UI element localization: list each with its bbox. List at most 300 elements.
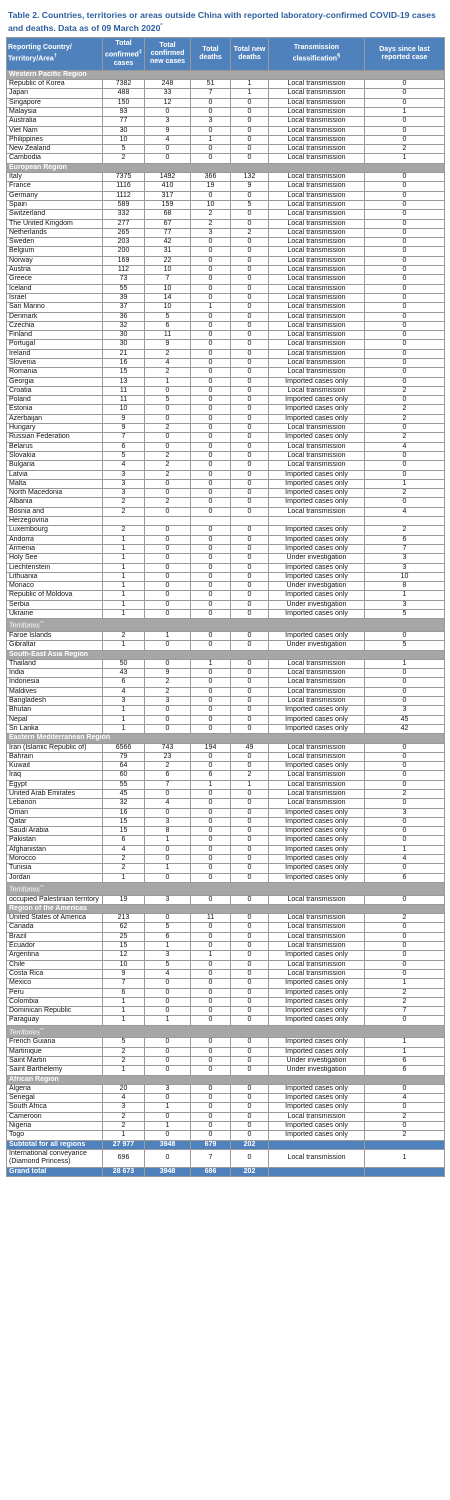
cell-total-deaths: 0 bbox=[191, 535, 231, 544]
header-days-since bbox=[365, 37, 445, 70]
cell-days-since: 10 bbox=[365, 572, 445, 581]
cell-days-since: 6 bbox=[365, 1066, 445, 1075]
cell-total-deaths: 0 bbox=[191, 1056, 231, 1065]
table-row bbox=[7, 191, 445, 200]
cell-country: Finland bbox=[7, 331, 103, 340]
table-row bbox=[7, 424, 445, 433]
cell-days-since: 0 bbox=[365, 932, 445, 941]
header-label: Total confirmed bbox=[104, 39, 139, 59]
cell-total-cases: 10 bbox=[103, 405, 145, 414]
cell-days-since: 8 bbox=[365, 582, 445, 591]
cell-total-deaths: 1 bbox=[191, 135, 231, 144]
cell-transmission: Under investigation bbox=[269, 641, 365, 650]
cell-total-deaths: 0 bbox=[191, 789, 231, 798]
cell-total-deaths: 0 bbox=[191, 312, 231, 321]
cell-country: Algeria bbox=[7, 1084, 103, 1093]
cell-transmission: Imported cases only bbox=[269, 1094, 365, 1103]
cell-total-deaths: 366 bbox=[191, 173, 231, 182]
cell-new-cases: 0 bbox=[145, 563, 191, 572]
cell-total-deaths: 0 bbox=[191, 498, 231, 507]
cell-days-since: 0 bbox=[365, 424, 445, 433]
cell-new-deaths: 1 bbox=[231, 80, 269, 89]
cell-total-deaths: 2 bbox=[191, 219, 231, 228]
cell-new-deaths: 0 bbox=[231, 799, 269, 808]
cell-total-cases: 7375 bbox=[103, 173, 145, 182]
cell-new-cases: 0 bbox=[145, 582, 191, 591]
cell-new-deaths: 0 bbox=[231, 895, 269, 904]
table-row bbox=[7, 1094, 445, 1103]
cell-country: Colombia bbox=[7, 997, 103, 1006]
cell-transmission: Local transmission bbox=[269, 219, 365, 228]
table-row bbox=[7, 914, 445, 923]
cell-total-cases: 16 bbox=[103, 359, 145, 368]
cell-country: Serbia bbox=[7, 600, 103, 609]
cell-days-since: 0 bbox=[365, 743, 445, 752]
cell-total-cases: 3 bbox=[103, 479, 145, 488]
table-row bbox=[7, 479, 445, 488]
cell-new-cases: 2 bbox=[145, 349, 191, 358]
cell-total-deaths: 0 bbox=[191, 960, 231, 969]
cell-total-deaths: 0 bbox=[191, 489, 231, 498]
cell-total-deaths: 0 bbox=[191, 988, 231, 997]
cell-days-since: 3 bbox=[365, 600, 445, 609]
cell-transmission: Under investigation bbox=[269, 600, 365, 609]
cell-total-deaths: 0 bbox=[191, 923, 231, 932]
cell-country: Bahrain bbox=[7, 752, 103, 761]
cell-new-cases: 77 bbox=[145, 228, 191, 237]
cell-new-cases: 10 bbox=[145, 266, 191, 275]
cell-new-cases: 410 bbox=[145, 182, 191, 191]
cell-new-deaths: 0 bbox=[231, 1122, 269, 1131]
cell-transmission: Local transmission bbox=[269, 210, 365, 219]
cell-country: India bbox=[7, 669, 103, 678]
cell-country: International conveyance (Diamond Princess) bbox=[7, 1149, 103, 1167]
cell-total-cases: 37 bbox=[103, 303, 145, 312]
cell-total-cases: 2 bbox=[103, 526, 145, 535]
cell-transmission: Imported cases only bbox=[269, 1047, 365, 1056]
cell-days-since: 6 bbox=[365, 1056, 445, 1065]
table-row bbox=[7, 697, 445, 706]
cell-country: Belarus bbox=[7, 442, 103, 451]
table-row bbox=[7, 678, 445, 687]
table-row bbox=[7, 563, 445, 572]
cell-days-since: 3 bbox=[365, 706, 445, 715]
cell-total-deaths: 0 bbox=[191, 762, 231, 771]
cell-transmission: Imported cases only bbox=[269, 377, 365, 386]
cell-total-cases: 696 bbox=[103, 1149, 145, 1167]
cell-days-since: 0 bbox=[365, 349, 445, 358]
cell-days-since: 2 bbox=[365, 1131, 445, 1140]
table-row bbox=[7, 979, 445, 988]
cell-new-deaths: 0 bbox=[231, 817, 269, 826]
table-row bbox=[7, 535, 445, 544]
cell-total-cases: 7382 bbox=[103, 80, 145, 89]
header-label: Transmission classification bbox=[292, 43, 340, 63]
cell-days-since: 0 bbox=[365, 368, 445, 377]
cell-total-deaths: 0 bbox=[191, 799, 231, 808]
cell-total-deaths: 0 bbox=[191, 600, 231, 609]
cell-total-deaths: 0 bbox=[191, 98, 231, 107]
cell-transmission: Imported cases only bbox=[269, 715, 365, 724]
cell-total-deaths: 1 bbox=[191, 780, 231, 789]
cell-transmission: Imported cases only bbox=[269, 864, 365, 873]
cell-new-deaths: 2 bbox=[231, 228, 269, 237]
table-row bbox=[7, 303, 445, 312]
cell-country: Saudi Arabia bbox=[7, 827, 103, 836]
cell-new-deaths: 0 bbox=[231, 535, 269, 544]
table-row bbox=[7, 442, 445, 451]
cell-new-cases: 0 bbox=[145, 544, 191, 553]
cell-days-since: 0 bbox=[365, 951, 445, 960]
cell-new-cases: 33 bbox=[145, 89, 191, 98]
cell-new-cases: 5 bbox=[145, 312, 191, 321]
region-row bbox=[7, 163, 445, 172]
cell-total-cases: 277 bbox=[103, 219, 145, 228]
cell-total-deaths: 0 bbox=[191, 1122, 231, 1131]
cell-transmission: Local transmission bbox=[269, 89, 365, 98]
cell-new-cases: 10 bbox=[145, 303, 191, 312]
cell-total-cases: 6 bbox=[103, 836, 145, 845]
cell-country: Norway bbox=[7, 256, 103, 265]
cell-total-cases: 45 bbox=[103, 789, 145, 798]
cell-days-since: 7 bbox=[365, 544, 445, 553]
cell-days-since: 4 bbox=[365, 1094, 445, 1103]
cell-new-cases: 67 bbox=[145, 219, 191, 228]
cell-transmission: Imported cases only bbox=[269, 414, 365, 423]
table-row bbox=[7, 752, 445, 761]
cell-total-cases: 1 bbox=[103, 572, 145, 581]
cell-new-deaths: 0 bbox=[231, 1131, 269, 1140]
cell-new-cases: 9 bbox=[145, 126, 191, 135]
table-row bbox=[7, 960, 445, 969]
table-row bbox=[7, 1103, 445, 1112]
cell-total-deaths: 0 bbox=[191, 405, 231, 414]
label-text: Territories bbox=[9, 886, 40, 894]
cell-total-deaths: 0 bbox=[191, 544, 231, 553]
cell-transmission: Imported cases only bbox=[269, 1007, 365, 1016]
region-label bbox=[7, 1075, 445, 1084]
table-row bbox=[7, 641, 445, 650]
table-row bbox=[7, 1149, 445, 1167]
cell-total-deaths: 0 bbox=[191, 1131, 231, 1140]
cell-days-since: 1 bbox=[365, 154, 445, 163]
cell-transmission: Local transmission bbox=[269, 359, 365, 368]
table-row bbox=[7, 526, 445, 535]
cell-total-cases: 3 bbox=[103, 489, 145, 498]
cell-new-cases: 0 bbox=[145, 507, 191, 516]
cell-days-since: 2 bbox=[365, 1112, 445, 1121]
cell-country: Azerbaijan bbox=[7, 414, 103, 423]
cell-transmission: Local transmission bbox=[269, 451, 365, 460]
cell-transmission: Local transmission bbox=[269, 266, 365, 275]
cell-country: Lebanon bbox=[7, 799, 103, 808]
region-label bbox=[7, 70, 445, 79]
cell-transmission: Local transmission bbox=[269, 780, 365, 789]
cell-new-cases: 0 bbox=[145, 1131, 191, 1140]
cell-new-deaths: 0 bbox=[231, 697, 269, 706]
cell-total-cases: 5 bbox=[103, 451, 145, 460]
cell-days-since: 0 bbox=[365, 451, 445, 460]
cell-days-since: 1 bbox=[365, 107, 445, 116]
cell-transmission: Local transmission bbox=[269, 312, 365, 321]
cell-transmission: Imported cases only bbox=[269, 498, 365, 507]
cell-total-deaths: 0 bbox=[191, 340, 231, 349]
table-row bbox=[7, 808, 445, 817]
cell-total-cases: 30 bbox=[103, 340, 145, 349]
cell-total-deaths: 0 bbox=[191, 610, 231, 619]
cell-new-cases: 0 bbox=[145, 554, 191, 563]
cell-country: Oman bbox=[7, 808, 103, 817]
cell-new-cases: 0 bbox=[145, 414, 191, 423]
cell-total-deaths: 11 bbox=[191, 914, 231, 923]
cell-transmission: Local transmission bbox=[269, 507, 365, 516]
cell-total-cases: 2 bbox=[103, 631, 145, 640]
cell-country: Chile bbox=[7, 960, 103, 969]
cell-total-deaths: 0 bbox=[191, 396, 231, 405]
cell-total-cases: 2 bbox=[103, 1112, 145, 1121]
cell-country: Netherlands bbox=[7, 228, 103, 237]
cell-new-deaths: 0 bbox=[231, 414, 269, 423]
cell-total-deaths: 0 bbox=[191, 1066, 231, 1075]
cell-total-deaths: 0 bbox=[191, 724, 231, 733]
cell-new-deaths: 0 bbox=[231, 873, 269, 882]
cell-transmission: Imported cases only bbox=[269, 489, 365, 498]
cell-total-deaths: 0 bbox=[191, 979, 231, 988]
cell-country: Qatar bbox=[7, 817, 103, 826]
cell-transmission: Imported cases only bbox=[269, 1016, 365, 1025]
cell-transmission: Under investigation bbox=[269, 1056, 365, 1065]
header-new-cases bbox=[145, 37, 191, 70]
cell-days-since: 1 bbox=[365, 659, 445, 668]
cell-transmission: Local transmission bbox=[269, 135, 365, 144]
table-row bbox=[7, 789, 445, 798]
cell-total-deaths bbox=[191, 517, 231, 526]
table-row bbox=[7, 461, 445, 470]
cell-new-deaths: 202 bbox=[231, 1140, 269, 1149]
cell-new-deaths: 0 bbox=[231, 331, 269, 340]
cell-country: Armenia bbox=[7, 544, 103, 553]
cell-country: Viet Nam bbox=[7, 126, 103, 135]
cell-country: Iraq bbox=[7, 771, 103, 780]
cell-country: Portugal bbox=[7, 340, 103, 349]
cell-total-cases: 25 bbox=[103, 932, 145, 941]
cell-total-deaths: 0 bbox=[191, 817, 231, 826]
cell-total-deaths: 0 bbox=[191, 107, 231, 116]
table-row bbox=[7, 321, 445, 330]
table-row bbox=[7, 284, 445, 293]
cell-total-deaths: 0 bbox=[191, 284, 231, 293]
cell-total-cases: 1 bbox=[103, 1066, 145, 1075]
table-row bbox=[7, 799, 445, 808]
cell-new-cases: 42 bbox=[145, 238, 191, 247]
cell-total-deaths: 0 bbox=[191, 631, 231, 640]
table-row bbox=[7, 780, 445, 789]
cell-new-deaths: 0 bbox=[231, 210, 269, 219]
table-row bbox=[7, 855, 445, 864]
cell-days-since: 0 bbox=[365, 98, 445, 107]
cell-new-cases: 3948 bbox=[145, 1140, 191, 1149]
cell-new-cases: 11 bbox=[145, 331, 191, 340]
cell-new-deaths: 0 bbox=[231, 932, 269, 941]
table-row bbox=[7, 433, 445, 442]
cell-transmission: Imported cases only bbox=[269, 572, 365, 581]
cell-country: Bosnia and bbox=[7, 507, 103, 516]
table-row bbox=[7, 923, 445, 932]
cell-days-since: 42 bbox=[365, 724, 445, 733]
covid-cases-table bbox=[6, 37, 445, 1177]
cell-new-deaths: 0 bbox=[231, 1016, 269, 1025]
cell-total-deaths: 0 bbox=[191, 836, 231, 845]
table-row bbox=[7, 89, 445, 98]
cell-total-cases: 6566 bbox=[103, 743, 145, 752]
cell-country: Latvia bbox=[7, 470, 103, 479]
cell-new-deaths: 0 bbox=[231, 678, 269, 687]
cell-transmission: Imported cases only bbox=[269, 470, 365, 479]
cell-total-deaths: 0 bbox=[191, 191, 231, 200]
cell-transmission: Imported cases only bbox=[269, 951, 365, 960]
cell-total-cases: 1 bbox=[103, 873, 145, 882]
cell-transmission: Local transmission bbox=[269, 960, 365, 969]
caption-footnote-mark: * bbox=[160, 23, 163, 29]
cell-transmission: Local transmission bbox=[269, 442, 365, 451]
cell-days-since: 0 bbox=[365, 256, 445, 265]
cell-new-cases: 0 bbox=[145, 855, 191, 864]
cell-total-cases: 9 bbox=[103, 424, 145, 433]
cell-transmission: Imported cases only bbox=[269, 836, 365, 845]
cell-days-since: 2 bbox=[365, 489, 445, 498]
cell-days-since: 2 bbox=[365, 914, 445, 923]
cell-country: Denmark bbox=[7, 312, 103, 321]
cell-days-since: 0 bbox=[365, 1122, 445, 1131]
cell-new-cases: 1 bbox=[145, 1103, 191, 1112]
cell-new-deaths: 0 bbox=[231, 293, 269, 302]
header-total-cases bbox=[103, 37, 145, 70]
cell-new-deaths: 0 bbox=[231, 641, 269, 650]
cell-new-cases: 1 bbox=[145, 836, 191, 845]
cell-total-cases: 93 bbox=[103, 107, 145, 116]
region-label bbox=[7, 650, 445, 659]
cell-new-deaths: 5 bbox=[231, 200, 269, 209]
cell-total-deaths: 0 bbox=[191, 752, 231, 761]
table-row bbox=[7, 293, 445, 302]
cell-days-since: 0 bbox=[365, 669, 445, 678]
cell-country: Maldives bbox=[7, 687, 103, 696]
cell-total-deaths: 7 bbox=[191, 1149, 231, 1167]
cell-transmission: Local transmission bbox=[269, 117, 365, 126]
cell-transmission: Local transmission bbox=[269, 1149, 365, 1167]
cell-new-deaths: 49 bbox=[231, 743, 269, 752]
table-row bbox=[7, 154, 445, 163]
header-label: cases bbox=[113, 59, 134, 67]
cell-new-cases: 1 bbox=[145, 1122, 191, 1131]
cell-total-deaths: 10 bbox=[191, 200, 231, 209]
cell-transmission: Imported cases only bbox=[269, 845, 365, 854]
cell-new-cases: 0 bbox=[145, 535, 191, 544]
cell-total-cases: 30 bbox=[103, 331, 145, 340]
cell-transmission: Under investigation bbox=[269, 554, 365, 563]
cell-transmission: Local transmission bbox=[269, 228, 365, 237]
cell-total-deaths: 19 bbox=[191, 182, 231, 191]
cell-total-deaths: 0 bbox=[191, 414, 231, 423]
cell-total-deaths: 0 bbox=[191, 942, 231, 951]
cell-new-deaths: 0 bbox=[231, 827, 269, 836]
cell-transmission: Local transmission bbox=[269, 914, 365, 923]
cell-new-cases: 0 bbox=[145, 1056, 191, 1065]
cell-days-since: 0 bbox=[365, 969, 445, 978]
cell-transmission: Local transmission bbox=[269, 687, 365, 696]
table-row bbox=[7, 451, 445, 460]
cell-transmission: Local transmission bbox=[269, 799, 365, 808]
cell-transmission: Local transmission bbox=[269, 284, 365, 293]
cell-new-cases: 0 bbox=[145, 1066, 191, 1075]
cell-days-since: 0 bbox=[365, 238, 445, 247]
cell-total-cases: 203 bbox=[103, 238, 145, 247]
cell-transmission: Local transmission bbox=[269, 697, 365, 706]
cell-new-cases: 5 bbox=[145, 923, 191, 932]
cell-country: Egypt bbox=[7, 780, 103, 789]
cell-new-deaths: 0 bbox=[231, 1007, 269, 1016]
cell-total-deaths: 0 bbox=[191, 377, 231, 386]
cell-transmission: Imported cases only bbox=[269, 591, 365, 600]
cell-days-since: 0 bbox=[365, 771, 445, 780]
cell-total-cases: 73 bbox=[103, 275, 145, 284]
cell-transmission: Local transmission bbox=[269, 321, 365, 330]
cell-new-deaths: 0 bbox=[231, 715, 269, 724]
table-row bbox=[7, 1047, 445, 1056]
cell-new-deaths: 0 bbox=[231, 808, 269, 817]
cell-new-cases: 0 bbox=[145, 600, 191, 609]
cell-total-cases: 200 bbox=[103, 247, 145, 256]
cell-new-deaths: 0 bbox=[231, 145, 269, 154]
cell-transmission: Imported cases only bbox=[269, 1131, 365, 1140]
cell-total-cases: 1 bbox=[103, 1016, 145, 1025]
cell-transmission: Local transmission bbox=[269, 331, 365, 340]
cell-total-cases: 11 bbox=[103, 396, 145, 405]
cell-total-cases: 15 bbox=[103, 817, 145, 826]
cell-new-cases: 743 bbox=[145, 743, 191, 752]
cell-total-cases: 2 bbox=[103, 1056, 145, 1065]
cell-new-cases: 0 bbox=[145, 405, 191, 414]
cell-days-since: 0 bbox=[365, 799, 445, 808]
cell-country: Albania bbox=[7, 498, 103, 507]
cell-new-cases: 31 bbox=[145, 247, 191, 256]
cell-transmission: Under investigation bbox=[269, 582, 365, 591]
cell-new-cases: 4 bbox=[145, 969, 191, 978]
cell-new-deaths: 0 bbox=[231, 219, 269, 228]
cell-days-since: 0 bbox=[365, 836, 445, 845]
cell-transmission: Local transmission bbox=[269, 340, 365, 349]
territories-label bbox=[7, 619, 445, 632]
table-row bbox=[7, 470, 445, 479]
cell-transmission: Imported cases only bbox=[269, 762, 365, 771]
table-row bbox=[7, 80, 445, 89]
table-row bbox=[7, 275, 445, 284]
region-label bbox=[7, 163, 445, 172]
table-row bbox=[7, 762, 445, 771]
cell-transmission: Imported cases only bbox=[269, 1103, 365, 1112]
cell-total-deaths: 7 bbox=[191, 89, 231, 98]
region-label bbox=[7, 734, 445, 743]
header-label: Reporting Country/ Territory/Area bbox=[8, 43, 72, 63]
cell-country: Pakistan bbox=[7, 836, 103, 845]
cell-new-cases: 248 bbox=[145, 80, 191, 89]
cell-days-since: 2 bbox=[365, 526, 445, 535]
table-row bbox=[7, 331, 445, 340]
cell-total-cases: 1 bbox=[103, 563, 145, 572]
cell-total-deaths: 0 bbox=[191, 572, 231, 581]
cell-new-deaths: 0 bbox=[231, 117, 269, 126]
table-body bbox=[7, 70, 445, 1176]
